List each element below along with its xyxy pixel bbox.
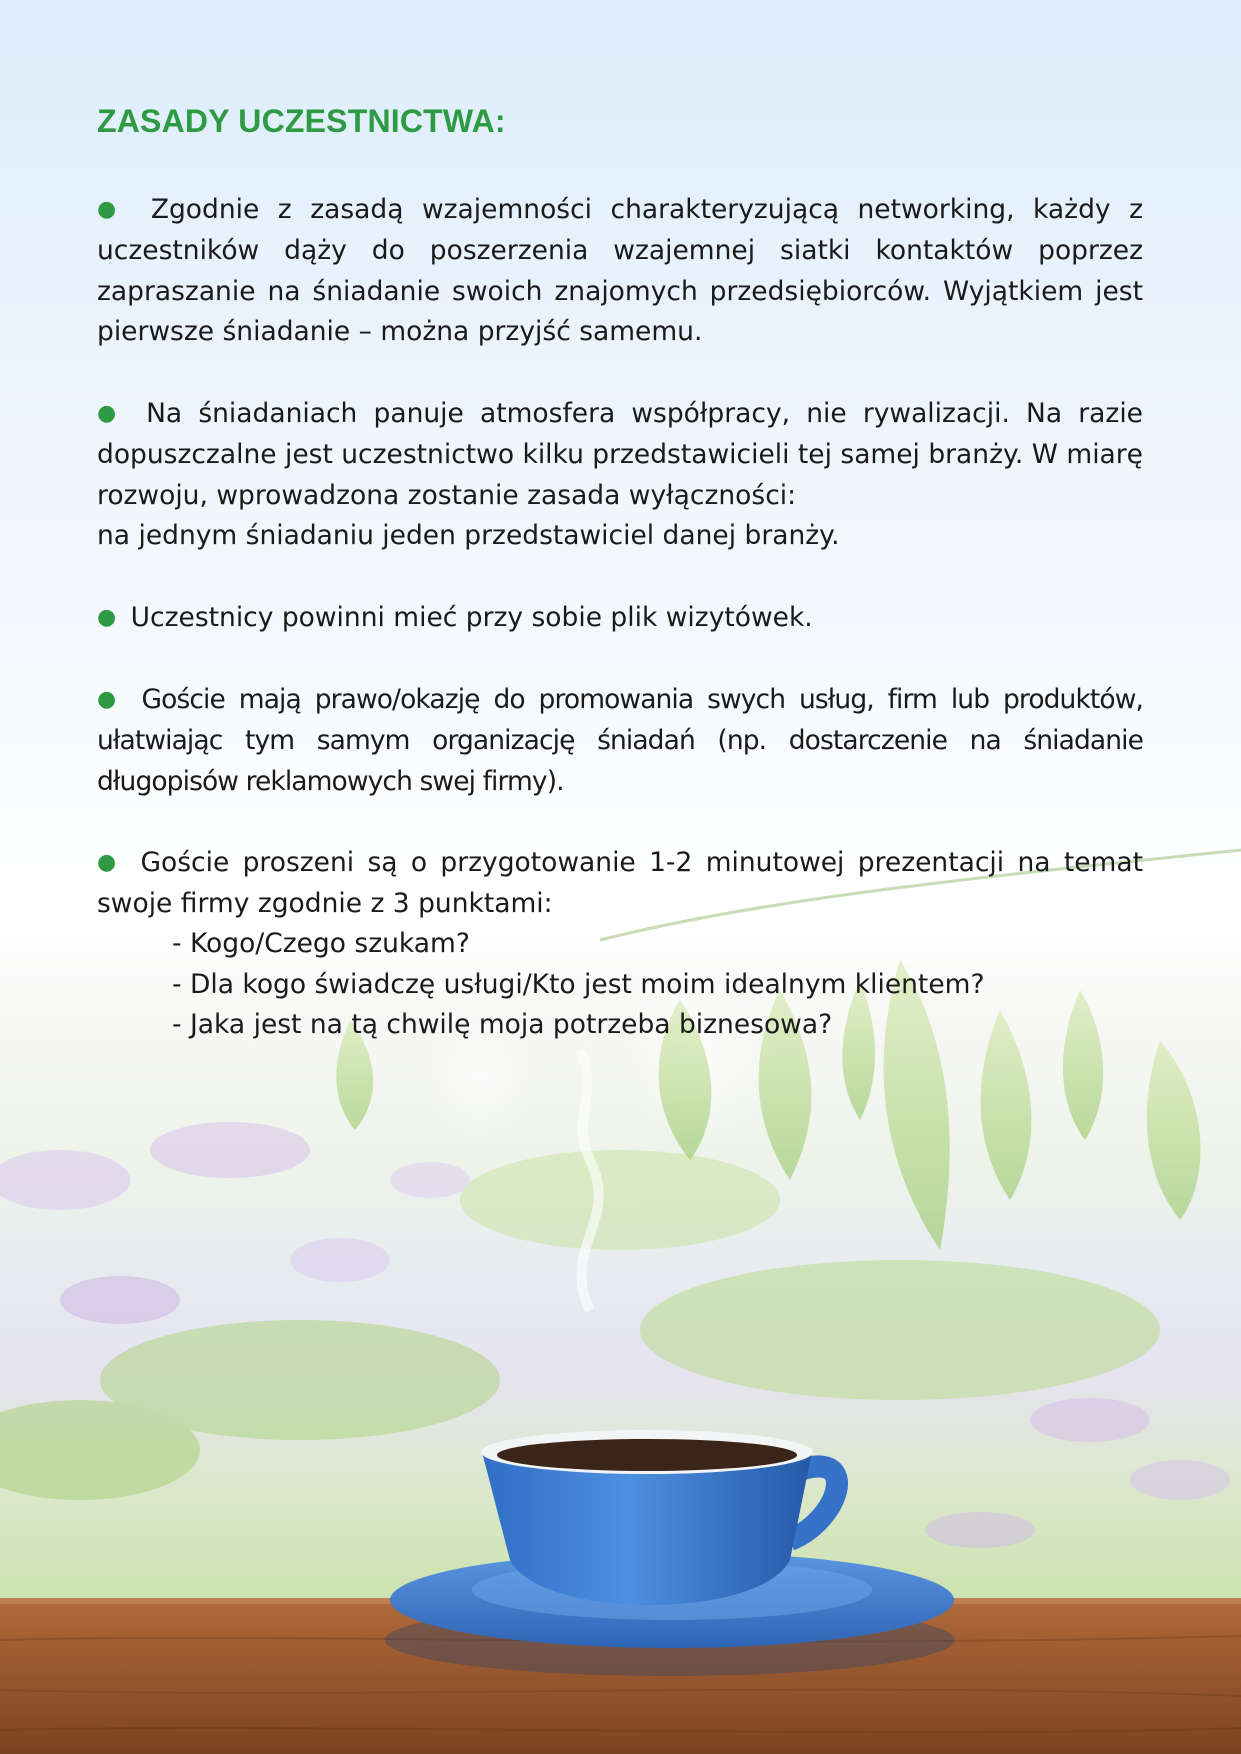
green-dot-icon: ● bbox=[97, 687, 122, 712]
rule-5-text: Goście proszeni są o przygotowanie 1-2 minutowej prezentacji na temat swoje firmy zgodnie z 3 punktami: bbox=[97, 847, 1143, 919]
green-dot-icon: ● bbox=[97, 605, 117, 630]
rule-5-subpoint: - Jaka jest na tą chwilę moja potrzeba biznesowa? bbox=[172, 1009, 833, 1040]
rule-2-continuation: na jednym śniadaniu jeden przedstawiciel danej branży. bbox=[97, 520, 840, 552]
rule-5-subpoint: - Dla kogo świadczę usługi/Kto jest moim idealnym klientem? bbox=[172, 969, 985, 1000]
coffee-cup-icon bbox=[385, 1430, 955, 1676]
rule-2-text: Na śniadaniach panuje atmosfera współpracy, nie rywalizacji. Na razie dopuszczalne jest uczestnictwo kilku przedstawicieli tej samej branży. W miarę rozwoju, wprowadzona zostanie zasada wyłączności: bbox=[97, 398, 1143, 511]
rule-5-subpoint: - Kogo/Czego szukam? bbox=[172, 928, 470, 959]
page-title: ZASADY UCZESTNICTWA: bbox=[97, 103, 506, 139]
rule-1 bbox=[97, 190, 1143, 353]
rule-4-text: Goście mają prawo/okazję do promowania swych usług, firm lub produktów, ułatwiając tym samym organizację śniadań (np. dostarczenie na śniadanie długopisów reklamowych swej firmy). bbox=[97, 684, 1143, 797]
rule-5 bbox=[97, 843, 1143, 925]
green-dot-icon: ● bbox=[97, 850, 122, 875]
green-dot-icon: ● bbox=[97, 197, 127, 222]
rule-3 bbox=[97, 598, 1143, 639]
rule-2 bbox=[97, 394, 1143, 557]
rule-3-text: Uczestnicy powinni mieć przy sobie plik wizytówek. bbox=[130, 602, 813, 633]
green-dot-icon: ● bbox=[97, 401, 124, 426]
rule-1-text: Zgodnie z zasadą wzajemności charakteryzującą networking, każdy z uczestników dąży do poszerzenia wzajemnej siatki kontaktów poprzez zapraszanie na śniadanie swoich znajomych przedsiębiorców. Wyjątkiem jest pierwsze śniadanie – można przyjść samemu. bbox=[97, 194, 1143, 348]
light-spots bbox=[420, 980, 780, 1140]
rule-4 bbox=[97, 680, 1143, 802]
